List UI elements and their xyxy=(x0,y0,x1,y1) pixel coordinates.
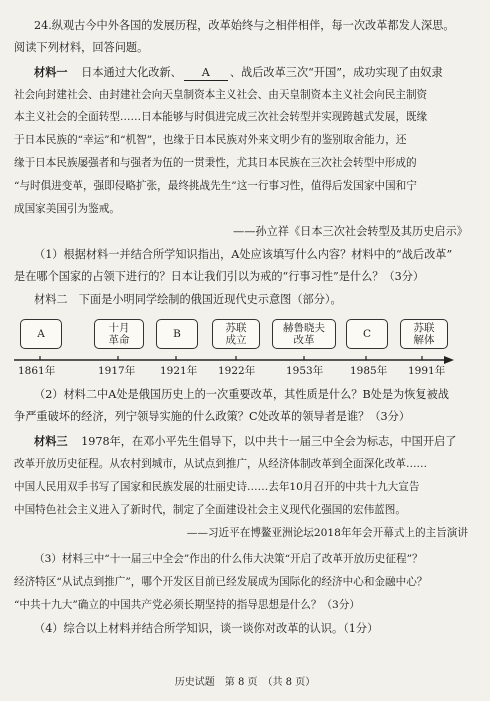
material-1-line-5: 缘于日本民族屡强者和与强者为伍的一贯秉性，尤其日本民族在三次社会转型中形成的 xyxy=(14,157,417,169)
timeline-year-1991: 1991年 xyxy=(408,365,446,377)
page-footer: 历史试题 第 8 页 （共 8 页） xyxy=(174,677,316,688)
material-3-line-4: 中国特色社会主义进入了新时代，制定了全面建设社会主义现代化强国的宏伟蓝图。 xyxy=(14,504,406,516)
timeline-box-soviet-union-dissolved: 苏联 解体 xyxy=(400,319,448,349)
material-1-text-a: 日本通过大化改新、 xyxy=(81,66,182,79)
material-2-title: 材料二 下面是小明同学绘制的俄国近现代史示意图（部分）。 xyxy=(34,293,342,306)
material-1-line-7: 成国家美国引为鉴戒。 xyxy=(14,203,120,215)
material-1-line-1 xyxy=(34,65,443,81)
material-1-line-2: 社会向封建社会、由封建社会向天皇制资本主义社会、由天皇制资本主义社会向民主制资 xyxy=(14,89,428,101)
question-intro-line-2: 阅读下列材料，回答问题。 xyxy=(14,41,149,54)
timeline-year-1953: 1953年 xyxy=(286,365,324,377)
question-1-line-1: （1）根据材料一并结合所学知识指出，A处应该填写什么内容？材料中的“战后改革” xyxy=(34,248,453,261)
timeline-year-1985: 1985年 xyxy=(350,365,388,377)
material-3-text-1: 1978年，在邓小平先生倡导下，以中共十一届三中全会为标志，中国开启了 xyxy=(81,435,457,448)
timeline-year-1861: 1861年 xyxy=(18,365,56,377)
question-3-line-3: “中共十九大”确立的中国共产党必须长期坚持的指导思想是什么？（3分） xyxy=(14,599,360,611)
question-3-line-1: （3）材料三中“十一届三中全会”作出的什么伟大决策“开启了改革开放历史征程”？ xyxy=(34,553,423,565)
question-2-line-2: 争严重破坏的经济，列宁领导实施的什么政策？C处改革的领导者是谁？（3分） xyxy=(14,410,411,423)
material-1-text-b: 、战后改革三次“开国”，成功实现了由奴隶 xyxy=(229,66,443,79)
timeline-box-a: A xyxy=(20,319,62,349)
timeline-box-b: B xyxy=(156,319,198,349)
answer-blank-a: A xyxy=(184,66,228,81)
material-3-line-3: 中国人民用双手书写了国家和民族发展的壮丽史诗……去年10月召开的中共十九大宣告 xyxy=(14,481,420,493)
timeline-year-1922: 1922年 xyxy=(218,365,256,377)
timeline-year-1921: 1921年 xyxy=(160,365,198,377)
timeline-box-soviet-union-founded: 苏联 成立 xyxy=(212,319,260,349)
question-3-line-2: 经济特区“从试点到推广”，哪个开发区目前已经发展成为国际化的经济中心和金融中心？ xyxy=(14,576,428,588)
timeline-box-october-revolution: 十月 革命 xyxy=(94,319,144,349)
timeline-year-1917: 1917年 xyxy=(98,365,136,377)
material-1-line-6: “与时俱进变革，强即侵略扩张，最终挑战先生”这一行事习性，值得后发国家中国和宁 xyxy=(14,180,417,192)
timeline-box-c: C xyxy=(346,319,388,349)
question-4-line-1: （4）综合以上材料并结合所学知识，谈一谈你对改革的认识。（1分） xyxy=(34,622,379,635)
material-3-line-1 xyxy=(34,434,456,449)
material-3-source: ——习近平在博鳌亚洲论坛2018年年会开幕式上的主旨演讲 xyxy=(186,527,468,539)
material-3-label: 材料三 xyxy=(34,434,68,448)
material-1-source: ——孙立祥《日本三次社会转型及其历史启示》 xyxy=(233,225,468,238)
question-1-line-2: 是在哪个国家的占领下进行的？日本让我们引以为戒的“行事习性”是什么？（3分） xyxy=(14,270,425,283)
material-1-label: 材料一 xyxy=(34,65,68,79)
timeline-box-khrushchev-reform: 赫鲁晓夫 改革 xyxy=(272,319,336,349)
question-2-line-1: （2）材料二中A处是俄国历史上的一次重要改革，其性质是什么？B处是为恢复被战 xyxy=(34,388,449,401)
material-3-line-2: 改革开放历史征程。从农村到城市，从试点到推广，从经济体制改革到全面深化改革…… xyxy=(14,458,428,470)
question-intro-line-1: 24.纵观古今中外各国的发展历程，改革始终与之相伴相伴，每一次改革都发人深思。 xyxy=(34,19,455,32)
material-1-line-3: 本主义社会的全面转型……日本能够与时俱进完成三次社会转型并实现跨越式发展，既缘 xyxy=(14,111,428,123)
material-1-line-4: 于日本民族的“幸运”和“机智”，也缘于日本民族对外来文明少有的鉴别取舍能力，还 xyxy=(14,134,407,146)
